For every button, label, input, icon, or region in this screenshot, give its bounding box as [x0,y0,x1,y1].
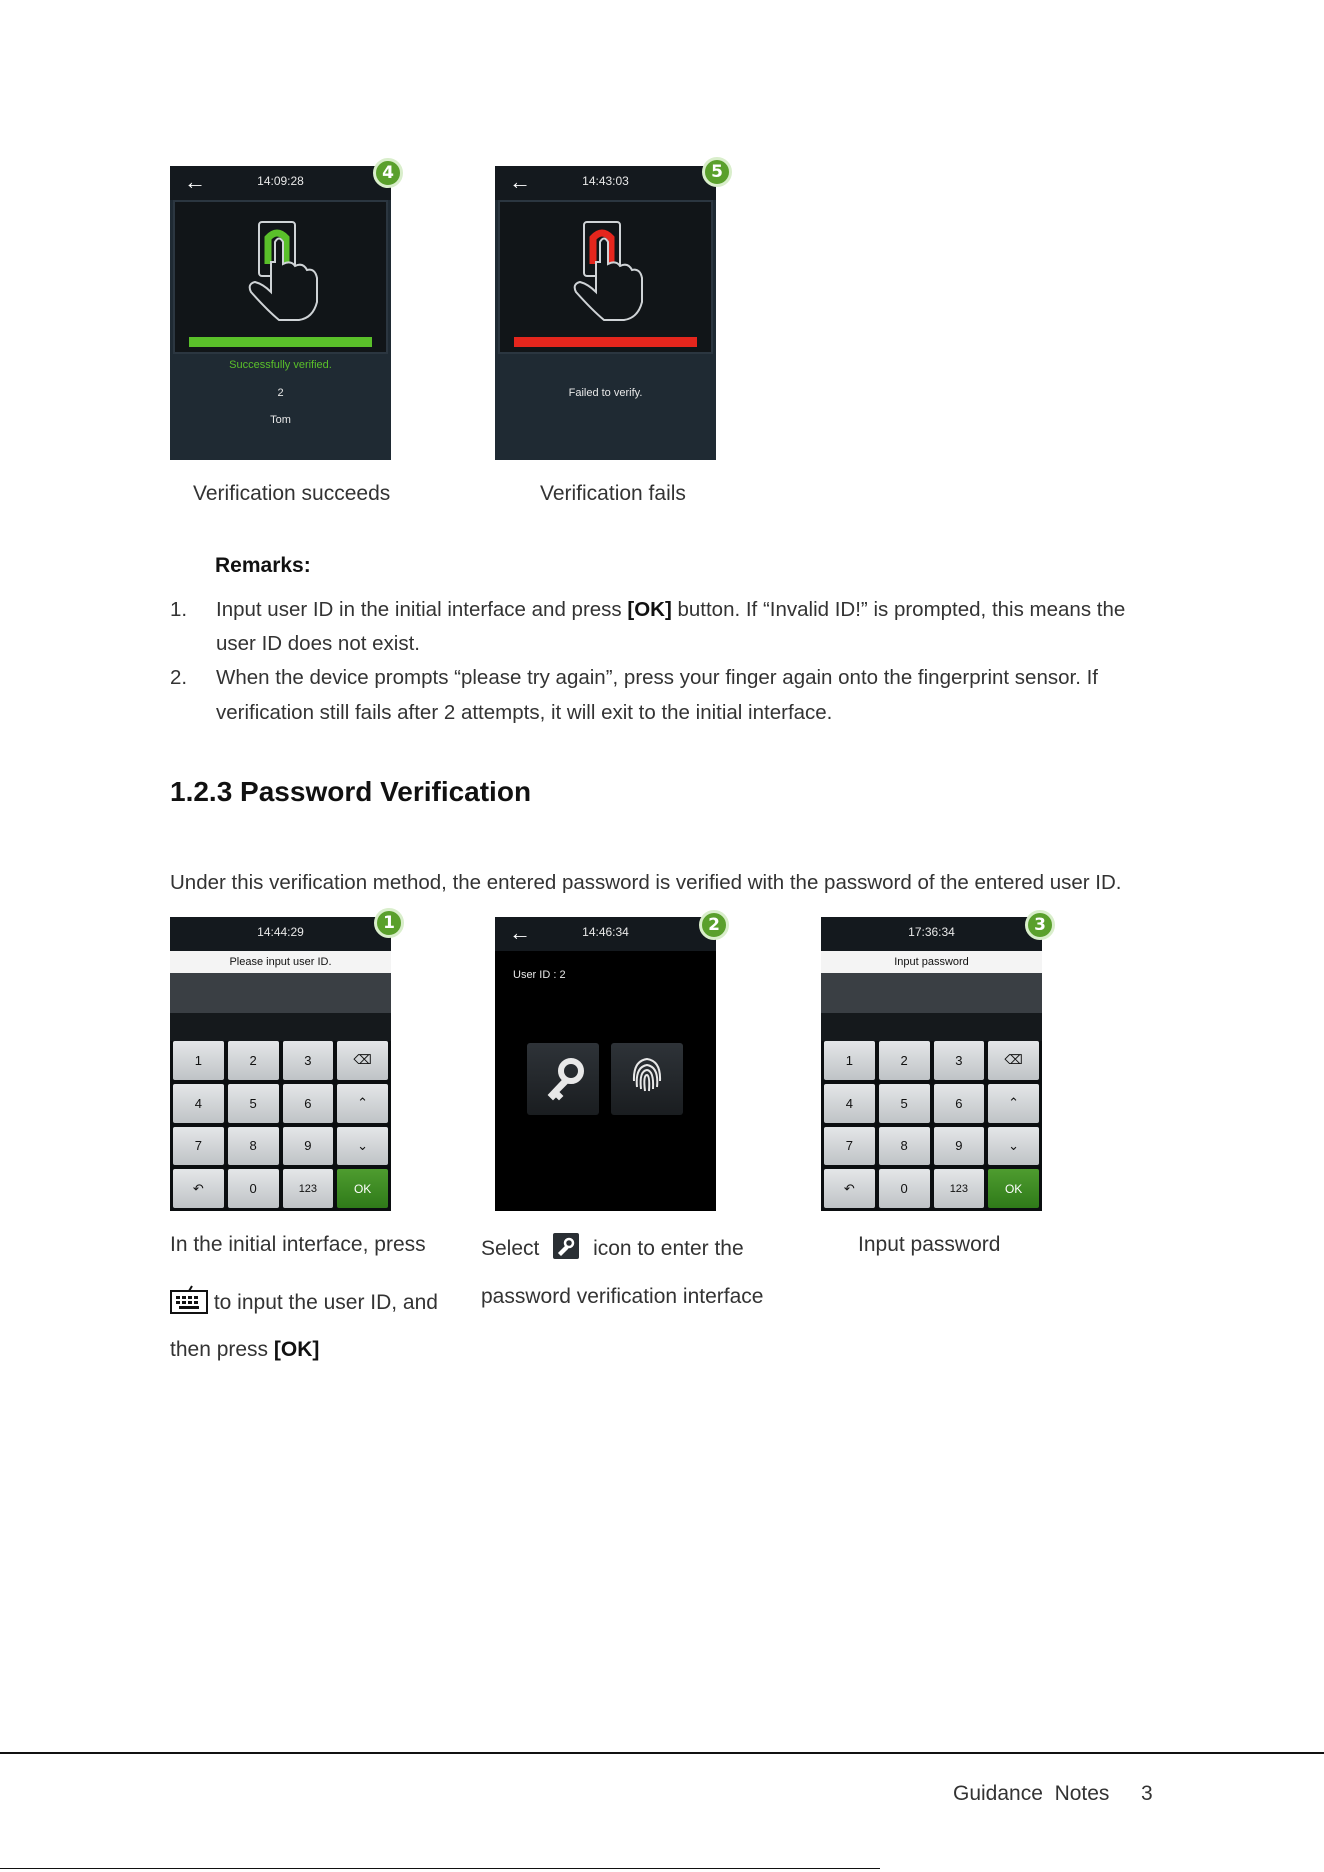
key-2[interactable]: 2 [228,1041,279,1080]
key-123[interactable]: 123 [283,1169,334,1208]
caption-step-1-text-pre: then press [170,1338,274,1361]
caption-verification-fails: Verification fails [540,482,686,505]
remarks-title: Remarks: [215,554,311,577]
user-id-value: 2 [277,387,284,399]
footer-label: Guidance Notes [953,1782,1110,1805]
caption-verification-succeeds: Verification succeeds [193,482,391,505]
key-8[interactable]: 8 [879,1127,930,1166]
up-key-icon[interactable]: ⌃ [988,1084,1039,1123]
up-key-icon[interactable]: ⌃ [337,1084,388,1123]
return-key-icon[interactable]: ↶ [824,1169,875,1208]
page-number: 3 [1141,1782,1153,1805]
section-heading: 1.2.3 Password Verification [170,776,532,807]
clock-time: 14:44:29 [257,925,304,939]
back-arrow-icon[interactable]: ← [184,169,206,194]
ok-key[interactable]: OK [337,1169,388,1208]
key-3[interactable]: 3 [934,1041,985,1080]
caption-step-1-text: to input the user ID, and [208,1291,438,1314]
status-bar [821,917,1042,951]
password-method-button[interactable] [527,1043,599,1115]
fingerprint-icon [611,1043,683,1115]
remark-2-number: 2. [170,666,188,689]
caption-step-2-line-1 [481,1233,744,1261]
key-4[interactable]: 4 [173,1084,224,1123]
back-arrow-icon[interactable]: ← [509,920,531,945]
keypad-prompt: Please input user ID. [170,951,391,973]
key-3[interactable]: 3 [283,1041,334,1080]
key-0[interactable]: 0 [228,1169,279,1208]
screen-input-user-id [170,917,391,1211]
success-message: Successfully verified. [229,359,332,371]
step-badge-5: 5 [702,157,732,187]
fingerprint-panel [498,200,713,354]
back-arrow-icon[interactable]: ← [509,169,531,194]
remark-2-line-2: verification still fails after 2 attempts, it will exit to the initial interface. [216,701,833,724]
status-bar [170,166,391,200]
verification-progress-bar [514,337,697,347]
keypad-prompt: Input password [821,951,1042,973]
return-key-icon[interactable]: ↶ [173,1169,224,1208]
caption-step-2-text: icon to enter the [593,1237,744,1260]
caption-step-1-line-1: In the initial interface, press [170,1233,426,1256]
key-0[interactable]: 0 [879,1169,930,1208]
key-9[interactable]: 9 [283,1127,334,1166]
key-2[interactable]: 2 [879,1041,930,1080]
fingerprint-method-button[interactable] [611,1043,683,1115]
verification-progress-bar [189,337,372,347]
user-id-label: User ID : 2 [513,969,566,981]
footer-rule [0,1752,1324,1754]
status-bar [495,917,716,951]
remark-2-line-1: When the device prompts “please try again”, press your finger again onto the fingerprint sensor. If [216,666,1098,689]
remark-1-text-a: Input user ID in the initial interface and press [216,598,628,621]
remark-1-text-b: button. If “Invalid ID!” is prompted, this means the [671,598,1126,621]
footer-bottom-rule [0,1868,880,1869]
key-5[interactable]: 5 [228,1084,279,1123]
key-7[interactable]: 7 [824,1127,875,1166]
key-icon [553,1233,579,1259]
backspace-key-icon[interactable]: ⌫ [337,1041,388,1080]
caption-step-3: Input password [858,1233,1001,1256]
clock-time: 17:36:34 [908,925,955,939]
numeric-keypad [824,1041,1039,1208]
key-7[interactable]: 7 [173,1127,224,1166]
caption-step-2-select: Select [481,1237,540,1260]
ok-key-label: [OK] [627,598,672,621]
screen-verification-succeeds [170,166,391,460]
clock-time: 14:46:34 [582,925,629,939]
key-1[interactable]: 1 [173,1041,224,1080]
remark-1-line-2: user ID does not exist. [216,632,420,655]
user-name-value: Tom [270,414,291,426]
caption-step-1-line-3 [170,1338,319,1362]
numeric-keypad [173,1041,388,1208]
key-1[interactable]: 1 [824,1041,875,1080]
caption-step-1-line-2 [170,1285,438,1315]
ok-key-label: [OK] [273,1338,320,1361]
fail-message: Failed to verify. [568,387,643,399]
remark-1-line-1 [216,593,1125,627]
down-key-icon[interactable]: ⌄ [337,1127,388,1166]
key-6[interactable]: 6 [283,1084,334,1123]
clock-time: 14:09:28 [257,174,304,188]
key-6[interactable]: 6 [934,1084,985,1123]
key-123[interactable]: 123 [934,1169,985,1208]
remark-1-number: 1. [170,598,188,621]
fingerprint-panel [173,200,388,354]
clock-time: 14:43:03 [582,174,629,188]
password-input[interactable] [821,973,1042,1013]
finger-press-icon [500,202,715,332]
step-badge-4: 4 [373,158,403,188]
step-badge-1: 1 [374,908,404,938]
screen-select-verification-method [495,917,716,1211]
key-8[interactable]: 8 [228,1127,279,1166]
section-intro: Under this verification method, the entered password is verified with the password of the entered user ID. [170,871,1122,894]
screen-verification-fails [495,166,716,460]
finger-press-icon [175,202,390,332]
key-9[interactable]: 9 [934,1127,985,1166]
screen-input-password [821,917,1042,1211]
key-icon [527,1043,599,1115]
step-badge-2: 2 [699,910,729,940]
status-bar [495,166,716,200]
status-bar [170,917,391,951]
key-4[interactable]: 4 [824,1084,875,1123]
backspace-key-icon[interactable]: ⌫ [988,1041,1039,1080]
caption-step-2-line-2: password verification interface [481,1285,764,1308]
down-key-icon[interactable]: ⌄ [988,1127,1039,1166]
key-5[interactable]: 5 [879,1084,930,1123]
ok-key[interactable]: OK [988,1169,1039,1208]
step-badge-3: 3 [1025,910,1055,940]
keyboard-icon [170,1285,208,1315]
user-id-input[interactable] [170,973,391,1013]
